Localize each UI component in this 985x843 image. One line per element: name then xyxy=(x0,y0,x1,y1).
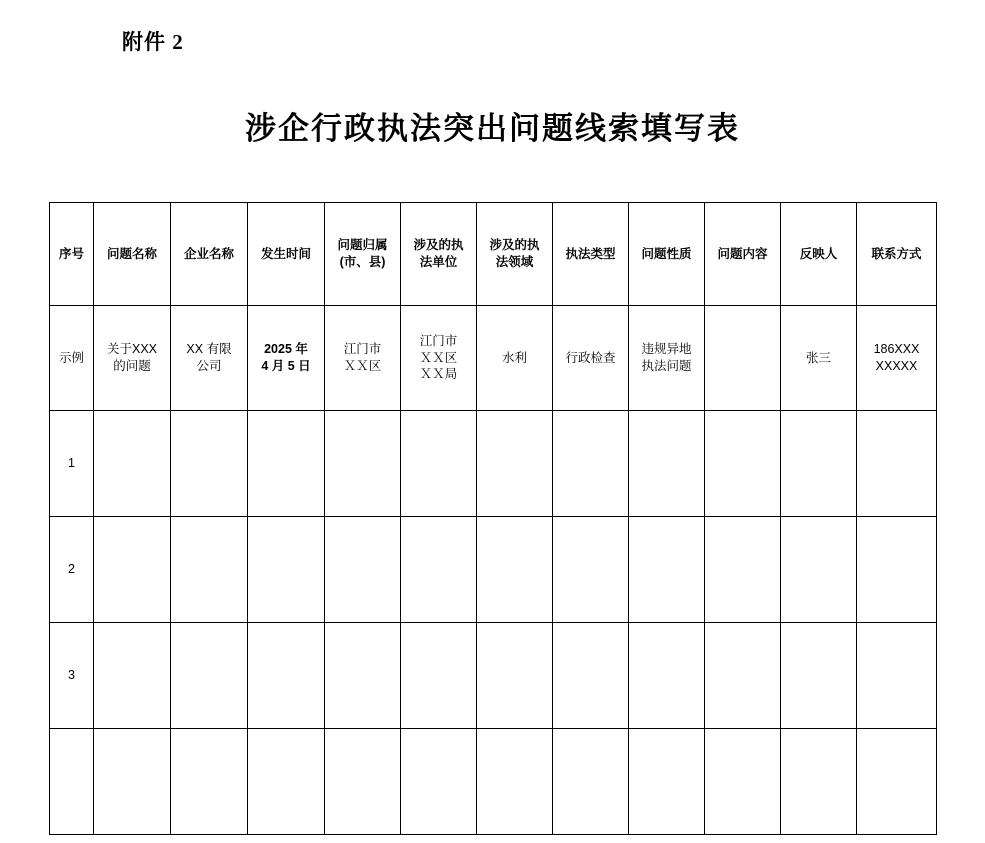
table-cell-r1-c4[interactable] xyxy=(325,411,401,517)
table-cell-r4-c4[interactable] xyxy=(325,729,401,835)
table-cell-r4-c6[interactable] xyxy=(477,729,553,835)
cell-text: 3 xyxy=(68,668,75,683)
table-cell-r3-c2[interactable] xyxy=(171,623,248,729)
table-cell-r1-c6[interactable] xyxy=(477,411,553,517)
table-cell-r4-c3[interactable] xyxy=(248,729,325,835)
table-cell-r1-c2[interactable] xyxy=(171,411,248,517)
table-header-cell-0 xyxy=(50,203,94,306)
cell-text: ＸＸ区 xyxy=(343,359,382,373)
table-header-cell-7 xyxy=(553,203,629,306)
table-cell-r0-c11[interactable] xyxy=(857,306,937,411)
table-header-cell-6 xyxy=(477,203,553,306)
table-cell-r2-c1[interactable] xyxy=(94,517,171,623)
table-cell-r1-c5[interactable] xyxy=(401,411,477,517)
table-header-cell-5 xyxy=(401,203,477,306)
table-cell-r4-c1[interactable] xyxy=(94,729,171,835)
table-cell-r2-c6[interactable] xyxy=(477,517,553,623)
table-cell-r1-c11[interactable] xyxy=(857,411,937,517)
table-header-cell-3 xyxy=(248,203,325,306)
table-cell-r3-c10[interactable] xyxy=(781,623,857,729)
table-cell-r1-c10[interactable] xyxy=(781,411,857,517)
cell-text: 的问题 xyxy=(113,359,151,373)
cell-text: 行政检查 xyxy=(565,350,616,365)
table-cell-r1-c9[interactable] xyxy=(705,411,781,517)
table-row xyxy=(50,411,937,517)
table-header-cell-1 xyxy=(94,203,171,306)
header-text: (市、县) xyxy=(339,255,386,269)
table-header-cell-2 xyxy=(171,203,248,306)
cell-text: 违规异地 xyxy=(641,342,692,357)
table-cell-r1-c3[interactable] xyxy=(248,411,325,517)
cell-text: 4 月 5 日 xyxy=(261,359,311,373)
cell-text: 1 xyxy=(68,456,75,471)
cell-text: 关于XXX xyxy=(106,342,157,357)
table-cell-r2-c10[interactable] xyxy=(781,517,857,623)
cell-text: 示例 xyxy=(58,350,84,365)
cell-text: 2 xyxy=(68,562,75,577)
attachment-label: 附件 2 xyxy=(122,30,184,54)
page-title: 涉企行政执法突出问题线索填写表 xyxy=(245,111,740,146)
table-cell-r1-c1[interactable] xyxy=(94,411,171,517)
clue-table-container xyxy=(49,202,936,835)
table-cell-r2-c2[interactable] xyxy=(171,517,248,623)
header-text: 问题名称 xyxy=(106,246,157,261)
table-cell-r0-c10[interactable] xyxy=(781,306,857,411)
table-cell-r0-c1[interactable] xyxy=(94,306,171,411)
table-cell-r0-c7[interactable] xyxy=(553,306,629,411)
table-cell-r1-c0[interactable] xyxy=(50,411,94,517)
cell-text: XX 有限 xyxy=(186,342,232,357)
cell-text: 公司 xyxy=(196,359,222,373)
table-cell-r0-c4[interactable] xyxy=(325,306,401,411)
cell-text: 186XXX xyxy=(873,342,920,357)
table-row xyxy=(50,729,937,835)
cell-text: 江门市 xyxy=(343,342,382,357)
table-header-cell-8 xyxy=(629,203,705,306)
header-text: 法领域 xyxy=(495,255,534,269)
cell-text: ＸＸ局 xyxy=(419,367,458,382)
table-cell-r0-c5[interactable] xyxy=(401,306,477,411)
table-cell-r4-c7[interactable] xyxy=(553,729,629,835)
header-text: 问题内容 xyxy=(717,246,768,261)
clue-table xyxy=(49,202,937,835)
table-cell-r3-c0[interactable] xyxy=(50,623,94,729)
header-text: 发生时间 xyxy=(260,246,311,261)
table-cell-r3-c9[interactable] xyxy=(705,623,781,729)
table-row xyxy=(50,306,937,411)
header-text: 问题性质 xyxy=(641,246,692,261)
cell-text: 执法问题 xyxy=(641,359,692,373)
table-cell-r3-c7[interactable] xyxy=(553,623,629,729)
table-cell-r3-c11[interactable] xyxy=(857,623,937,729)
cell-text: 江门市 xyxy=(419,333,458,348)
table-cell-r0-c9[interactable] xyxy=(705,306,781,411)
table-cell-r2-c5[interactable] xyxy=(401,517,477,623)
table-cell-r1-c7[interactable] xyxy=(553,411,629,517)
table-cell-r4-c0[interactable] xyxy=(50,729,94,835)
table-body xyxy=(50,306,937,835)
header-text: 法单位 xyxy=(419,255,458,269)
cell-text: 2025 年 xyxy=(264,342,308,357)
header-text: 联系方式 xyxy=(871,246,922,261)
table-cell-r3-c1[interactable] xyxy=(94,623,171,729)
table-cell-r0-c2[interactable] xyxy=(171,306,248,411)
header-text: 涉及的执 xyxy=(489,238,540,253)
cell-text: 水利 xyxy=(501,350,527,365)
table-row xyxy=(50,623,937,729)
table-cell-r4-c5[interactable] xyxy=(401,729,477,835)
table-cell-r2-c4[interactable] xyxy=(325,517,401,623)
table-cell-r2-c0[interactable] xyxy=(50,517,94,623)
table-cell-r0-c8[interactable] xyxy=(629,306,705,411)
cell-text: ＸＸ区 xyxy=(419,350,458,365)
table-cell-r0-c3[interactable] xyxy=(248,306,325,411)
header-text: 涉及的执 xyxy=(413,238,464,253)
table-cell-r2-c7[interactable] xyxy=(553,517,629,623)
table-cell-r2-c11[interactable] xyxy=(857,517,937,623)
table-cell-r2-c9[interactable] xyxy=(705,517,781,623)
table-header-cell-9 xyxy=(705,203,781,306)
table-cell-r0-c6[interactable] xyxy=(477,306,553,411)
table-cell-r3-c3[interactable] xyxy=(248,623,325,729)
table-header-cell-4 xyxy=(325,203,401,306)
table-cell-r2-c3[interactable] xyxy=(248,517,325,623)
table-cell-r4-c2[interactable] xyxy=(171,729,248,835)
table-cell-r3-c4[interactable] xyxy=(325,623,401,729)
table-cell-r4-c9[interactable] xyxy=(705,729,781,835)
table-cell-r4-c11[interactable] xyxy=(857,729,937,835)
table-header-cell-11 xyxy=(857,203,937,306)
table-cell-r4-c8[interactable] xyxy=(629,729,705,835)
table-header-row xyxy=(50,203,937,306)
header-text: 反映人 xyxy=(799,246,838,261)
table-cell-r0-c0[interactable] xyxy=(50,306,94,411)
cell-text: XXXXX xyxy=(875,359,918,373)
table-cell-r1-c8[interactable] xyxy=(629,411,705,517)
cell-text: 张三 xyxy=(805,350,831,365)
table-cell-r2-c8[interactable] xyxy=(629,517,705,623)
table-cell-r3-c6[interactable] xyxy=(477,623,553,729)
table-cell-r3-c5[interactable] xyxy=(401,623,477,729)
table-row xyxy=(50,517,937,623)
header-text: 企业名称 xyxy=(183,246,234,261)
table-cell-r4-c10[interactable] xyxy=(781,729,857,835)
header-text: 序号 xyxy=(58,246,84,261)
table-cell-r3-c8[interactable] xyxy=(629,623,705,729)
header-text: 执法类型 xyxy=(565,246,616,261)
header-text: 问题归属 xyxy=(337,238,388,253)
table-header-cell-10 xyxy=(781,203,857,306)
